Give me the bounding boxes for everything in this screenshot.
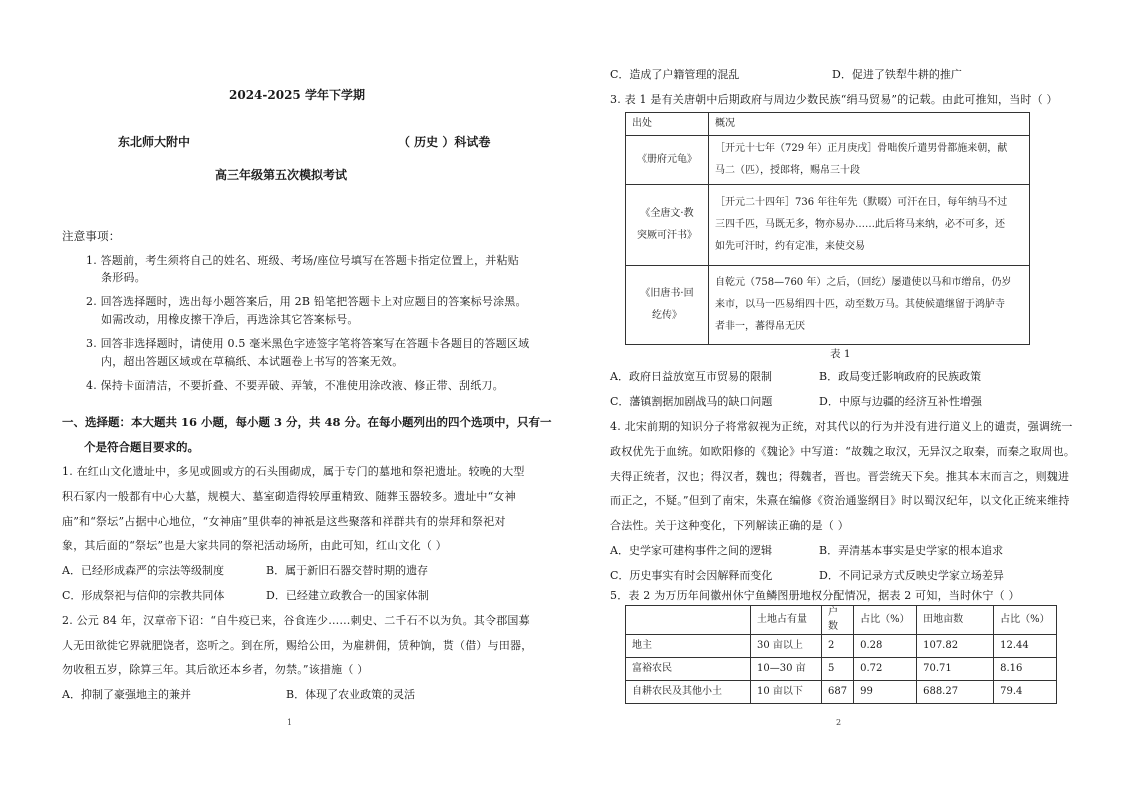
q4-stem-line-3: 夫得正统者，汉也；得汉者，魏也；得魏者，晋也。晋尝统天下矣。推其本末而言之，则魏进 <box>610 470 1070 483</box>
notice-item-3-line-1: 3. 回答非选择题时，请使用 0.5 毫米黑色字迹签字笔将答案写在答题卡各题目的答题区域 <box>86 337 530 350</box>
exam-title: 高三年级第五次模拟考试 <box>215 168 348 182</box>
section-1-heading-line-1: 一、选择题：本大题共 16 小题，每小题 3 分，共 48 分。在每小题列出的四个选项中，只有一 <box>62 415 552 429</box>
table-2-header-cell <box>626 606 751 635</box>
table-cell: 地主 <box>626 635 751 658</box>
table-cell: 8.16 <box>994 658 1057 681</box>
table-cell: 688.27 <box>917 681 994 704</box>
table-1-context-line: 来市，以马一匹易绢四十匹，动至数万马。其使候遣继留于鸿胪寺 <box>715 299 1005 310</box>
table-row <box>626 266 1030 345</box>
table-1-header-context: 概况 <box>709 113 1030 136</box>
table-cell: 70.71 <box>917 658 994 681</box>
table-1-source-line: 纥传》 <box>652 310 682 321</box>
q2-stem-line-1: 2. 公元 84 年，汉章帝下诏：“自牛疫已来，谷食连少……刺史、二千石不以为负。其令郡国募 <box>62 614 530 627</box>
table-cell: 0.28 <box>854 635 917 658</box>
table-1-context-line: ［开元二十四年］736 年往年先（默啜）可汗在日，每年纳马不过 <box>715 197 1008 208</box>
q2-option-b: B．体现了农业政策的灵活 <box>286 688 416 701</box>
q5-stem: 5．表 2 为万历年间徽州休宁鱼鳞图册地权分配情况，据表 2 可知，当时休宁（ ） <box>610 589 1020 602</box>
table-cell: 107.82 <box>917 635 994 658</box>
q4-option-c: C．历史事实有时会因解释而变化 <box>610 569 773 582</box>
table-1-context-cell <box>709 185 1030 266</box>
q1-option-b: B．属于新旧石器交替时期的遗存 <box>266 564 429 577</box>
q4-stem-line-4: 而正之，不疑。”但到了南宋，朱熹在编修《资治通鉴纲目》时以蜀汉纪年，以文化正统来维持 <box>610 494 1070 507</box>
q4-stem-line-1: 4. 北宋前期的知识分子将常叙视为正统，对其代以的行为并没有进行道义上的谴责，强调统一 <box>610 420 1073 433</box>
table-2-header-row <box>626 606 1057 635</box>
table-1-source-line: 突厥可汗书》 <box>637 230 697 241</box>
table-cell: 30 亩以上 <box>751 635 822 658</box>
table-2-header-cell: 田地亩数 <box>917 606 994 635</box>
table-row <box>626 658 1057 681</box>
q1-stem-line-4: 象，其后面的“祭坛”也是大家共同的祭祀活动场所，由此可知，红山文化（ ） <box>62 539 447 552</box>
table-1-context-line: 三四千匹，马既无多，物亦易办……此后将马来纳，必不可多，还 <box>715 219 1005 230</box>
q4-stem-line-2: 政权优先于血统。如欧阳修的《魏论》中写道：“故魏之取汉，无异汉之取秦，而秦之取周也。 <box>610 445 1076 458</box>
table-cell: 79.4 <box>994 681 1057 704</box>
table-1-source-line: 《册府元龟》 <box>637 154 697 165</box>
notice-item-2-line-2: 如需改动，用橡皮擦干净后，再选涂其它答案标号。 <box>101 313 359 326</box>
subject-title: （ 历史 ）科试卷 <box>398 135 491 149</box>
page-right <box>562 0 1123 794</box>
notice-item-1-line-2: 条形码。 <box>101 271 146 284</box>
q2-stem-line-3: 勿收租五岁，除算三年。其后欲还本乡者，勿禁。”该措施（ ） <box>62 663 369 676</box>
q2-stem-line-2: 人无田欲徙它界就肥饶者，恣听之。到在所，赐给公田，为雇耕佣，赁种饷，贳（借）与田器， <box>62 639 533 652</box>
table-row <box>626 136 1030 185</box>
table-1-source-line: 《全唐文·教 <box>640 208 694 219</box>
table-1-source-cell <box>626 136 709 185</box>
table-cell: 0.72 <box>854 658 917 681</box>
table-1-context-cell <box>709 136 1030 185</box>
table-cell: 自耕农民及其他小土 <box>626 681 751 704</box>
q4-stem-line-5: 合法性。关于这种变化，下列解读正确的是（ ） <box>610 519 849 532</box>
q2-option-c: C．造成了户籍管理的混乱 <box>610 68 740 81</box>
table-cell: 10 亩以下 <box>751 681 822 704</box>
table-cell: 687 <box>822 681 854 704</box>
table-1-context-line: 自乾元（758—760 年）之后，（回纥）屡遣使以马和市缯帛，仍岁 <box>715 277 1012 288</box>
q1-option-c: C．形成祭祀与信仰的宗教共同体 <box>62 589 225 602</box>
table-2-header-cell: 占比（%） <box>994 606 1057 635</box>
table-cell: 10—30 亩 <box>751 658 822 681</box>
table-cell: 12.44 <box>994 635 1057 658</box>
table-1-header-source: 出处 <box>626 113 709 136</box>
table-2-header-cell: 户数 <box>822 606 854 635</box>
q3-option-a: A．政府日益放宽互市贸易的限制 <box>610 370 772 383</box>
q4-option-d: D．不同记录方式反映史学家立场差异 <box>819 569 1004 582</box>
q1-stem-line-3: 庙”和“祭坛”占据中心地位，“女神庙”里供奉的神祇是这些聚落和祥群共有的崇拜和祭祀对 <box>62 515 506 528</box>
table-cell: 2 <box>822 635 854 658</box>
q4-option-a: A．史学家可建构事件之间的逻辑 <box>610 544 772 557</box>
table-2-header-cell: 土地占有量 <box>751 606 822 635</box>
table-row <box>626 185 1030 266</box>
notice-item-4-line-1: 4. 保持卡面清洁，不要折叠、不要弄破、弄皱，不准使用涂改液、修正带、刮纸刀。 <box>86 379 504 392</box>
q1-option-d: D．已经建立政教合一的国家体制 <box>266 589 429 602</box>
year-term: 2024-2025 学年下学期 <box>229 88 365 102</box>
page-number-left: 1 <box>287 718 293 727</box>
q1-stem-line-2: 积石冢内一般都有中心大墓，规模大、墓室砌造得较厚重精致、随葬玉器较多。遗址中“女神 <box>62 490 516 503</box>
q3-option-b: B．政局变迁影响政府的民族政策 <box>819 370 982 383</box>
table-row <box>626 635 1057 658</box>
page-number-right: 2 <box>836 718 842 727</box>
table-1 <box>625 112 1030 345</box>
q1-stem-line-1: 1. 在红山文化遗址中，多见或圆或方的石头围砌成，属于专门的墓地和祭祀遗址。较晚的大型 <box>62 465 525 478</box>
table-1-header-row <box>626 113 1030 136</box>
table-cell: 5 <box>822 658 854 681</box>
q3-option-c: C．藩镇割据加剧战马的缺口问题 <box>610 395 773 408</box>
table-row <box>626 681 1057 704</box>
q3-option-d: D．中原与边疆的经济互补性增强 <box>819 395 982 408</box>
table-1-context-line: 如先可汗时，约有定准，来使交易 <box>715 241 865 252</box>
page-left <box>0 0 561 794</box>
table-2-header-cell: 占比（%） <box>854 606 917 635</box>
table-1-context-line: 者非一，蕃得帛无厌 <box>715 321 805 332</box>
table-1-caption: 表 1 <box>830 348 851 360</box>
table-1-source-line: 《旧唐书·回 <box>640 288 694 299</box>
table-1-context-cell <box>709 266 1030 345</box>
q4-option-b: B．弄清基本事实是史学家的根本追求 <box>819 544 1004 557</box>
q2-option-a: A．抑制了豪强地主的兼并 <box>62 688 191 701</box>
table-1-context-line: ［开元十七年（729 年）正月庚戌］骨咄俟斤遣男骨都施来朝，献 <box>715 143 1008 154</box>
notice-title: 注意事项： <box>62 229 121 243</box>
section-1-heading-line-2: 个是符合题目要求的。 <box>84 440 199 454</box>
notice-item-1-line-1: 1. 答题前，考生须将自己的姓名、班级、考场/座位号填写在答题卡指定位置上，并粘贴 <box>86 254 519 267</box>
q3-stem: 3. 表 1 是有关唐朝中后期政府与周边少数民族“绢马贸易”的记载。由此可推知，当时（ ） <box>610 93 1058 106</box>
table-1-source-cell <box>626 185 709 266</box>
table-1-context-line: 马二（匹），授郎将，赐帛三十段 <box>715 165 860 176</box>
table-cell: 99 <box>854 681 917 704</box>
q2-option-d: D．促进了铁犁牛耕的推广 <box>832 68 962 81</box>
school-name: 东北师大附中 <box>118 135 191 149</box>
notice-item-2-line-1: 2. 回答选择题时，选出每小题答案后，用 2B 铅笔把答题卡上对应题目的答案标号涂黑。 <box>86 295 527 308</box>
table-cell: 富裕农民 <box>626 658 751 681</box>
table-2 <box>625 605 1057 704</box>
notice-item-3-line-2: 内，超出答题区域或在草稿纸、本试题卷上书写的答案无效。 <box>101 355 404 368</box>
table-1-source-cell <box>626 266 709 345</box>
q1-option-a: A．已经形成森严的宗法等级制度 <box>62 564 224 577</box>
